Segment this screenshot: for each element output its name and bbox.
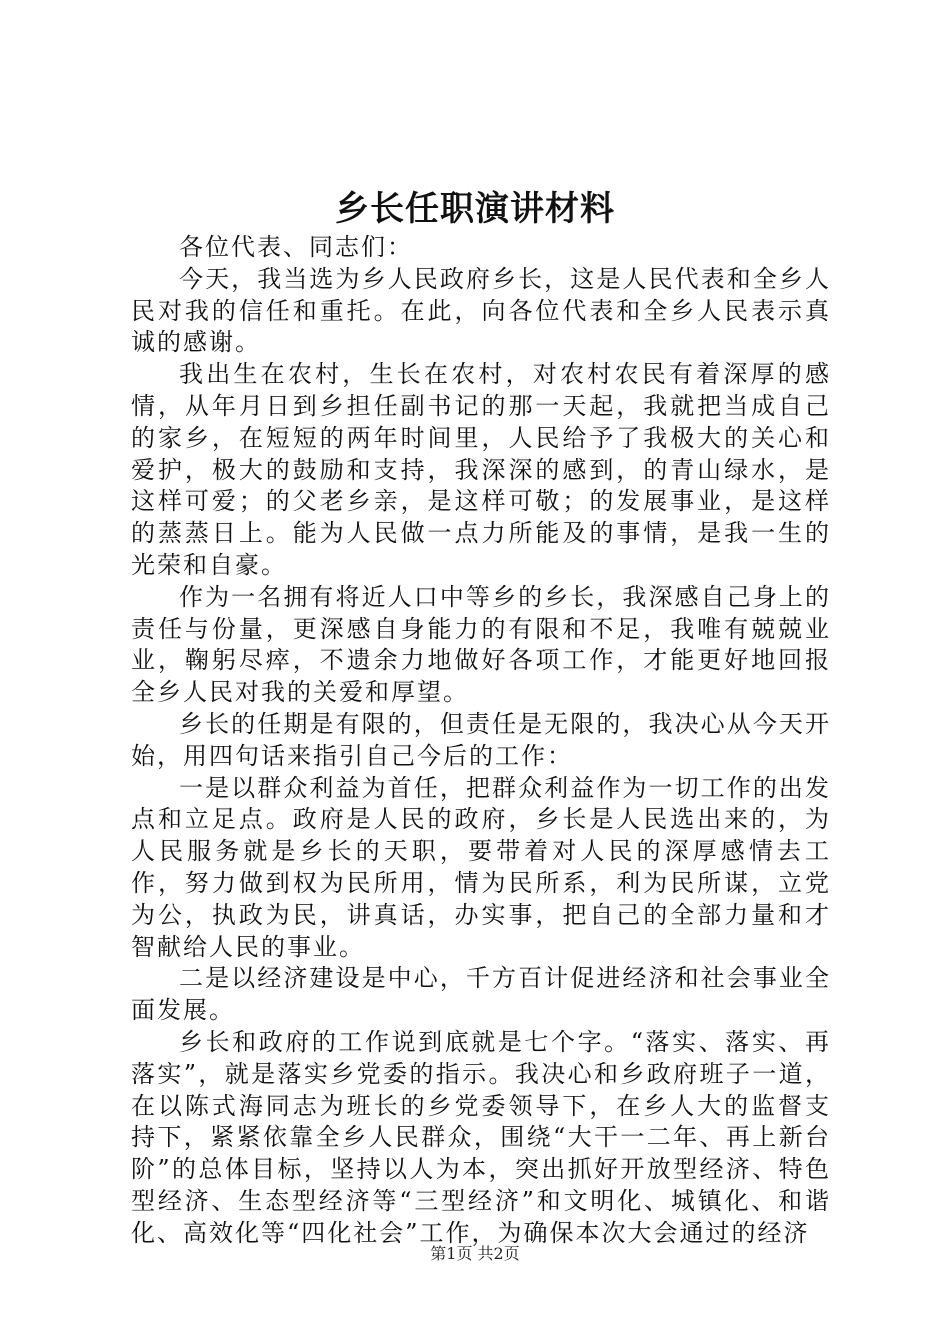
body-paragraph: 今天，我当选为乡人民政府乡长，这是人民代表和全乡人民对我的信任和重托。在此，向各位代表和全乡人民表示真诚的感谢。 — [131, 264, 831, 357]
document-body — [131, 232, 831, 1250]
body-paragraph: 我出生在农村，生长在农村，对农村农民有着深厚的感情，从年月日到乡担任副书记的那一天起，我就把当成自己的家乡，在短短的两年时间里，人民给予了我极大的关心和爱护，极大的鼓励和支持，我深深的感到，的青山绿水，是这样可爱；的父老乡亲，是这样可敬；的发展事业，是这样的蒸蒸日上。能为人民做一点力所能及的事情，是我一生的光荣和自豪。 — [131, 360, 831, 579]
page-number-footer: 第1页 共2页 — [430, 1244, 520, 1263]
body-paragraph: 一是以群众利益为首任，把群众利益作为一切工作的出发点和立足点。政府是人民的政府，乡长是人民选出来的，为人民服务就是乡长的天职，要带着对人民的深厚感情去工作，努力做到权为民所用，情为民所系，利为民所谋，立党为公，执政为民，讲真话，办实事，把自己的全部力量和才智献给人民的事业。 — [131, 773, 831, 961]
body-paragraph: 乡长和政府的工作说到底就是七个字。“落实、落实、再落实”，就是落实乡党委的指示。我决心和乡政府班子一道，在以陈式海同志为班长的乡党委领导下，在乡人大的监督支持下，紧紧依靠全乡人民群众，围绕“大干一二年、再上新台阶”的总体目标，坚持以人为本，突出抓好开放型经济、特色型经济、生态型经济等“三型经济”和文明化、城镇化、和谐化、高效化等“四化社会”工作，为确保本次大会通过的经济 — [131, 1027, 831, 1247]
body-paragraph: 二是以经济建设是中心，千方百计促进经济和社会事业全面发展。 — [131, 964, 831, 1025]
salutation-paragraph: 各位代表、同志们： — [179, 233, 413, 261]
body-paragraph: 作为一名拥有将近人口中等乡的乡长，我深感自己身上的责任与份量，更深感自身能力的有限和不足，我唯有兢兢业业，鞠躬尽瘁，不遗余力地做好各项工作，才能更好地回报全乡人民对我的关爱和厚望。 — [131, 582, 831, 707]
document-title: 乡长任职演讲材料 — [335, 189, 615, 229]
body-paragraph: 乡长的任期是有限的，但责任是无限的，我决心从今天开始，用四句话来指引自己今后的工作： — [131, 709, 831, 770]
